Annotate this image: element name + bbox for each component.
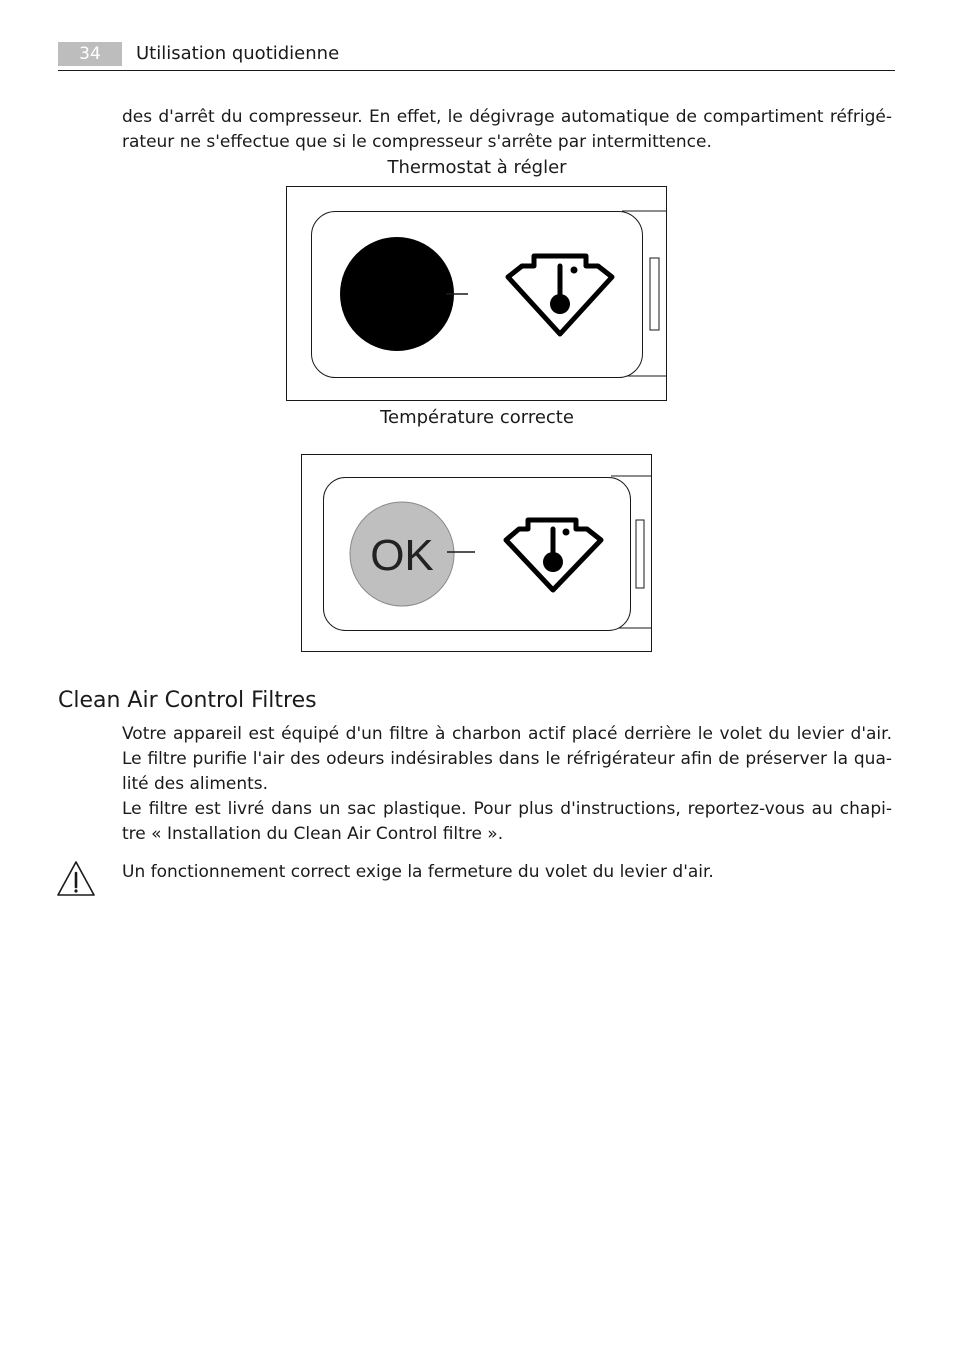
intro-line-1: des d'arrêt du compresseur. En effet, le dégivrage automatique de compartiment réfrigé-: [122, 107, 892, 127]
page-header: [58, 40, 895, 72]
correct-temperature-panel-figure: [301, 454, 653, 653]
running-section-title: Utilisation quotidienne: [136, 43, 340, 64]
filters-section-body: [122, 722, 892, 847]
indicator-dark-circle: [340, 237, 454, 351]
intro-paragraph: [122, 105, 892, 155]
thermostat-panel-figure: [286, 186, 668, 402]
warning-triangle-icon: [56, 860, 96, 898]
section-heading: Clean Air Control Filtres: [58, 688, 317, 713]
page-number: 34: [58, 42, 122, 66]
filters-paragraph-1: Votre appareil est équipé d'un filtre à charbon actif placé derrière le volet du levier d'air. Le filtre purifie l'air des odeurs indésirables dans le réfrigérateur afin de préserver la qua-lité des aliments.: [122, 724, 892, 794]
figure-caption-correct-temperature: Température correcte: [380, 407, 574, 428]
intro-line-2: rateur ne s'effectue que si le compresseur s'arrête par intermittence.: [122, 132, 712, 152]
indicator-ok-label: OK: [370, 531, 434, 580]
figure-caption-thermostat: Thermostat à régler: [387, 157, 567, 178]
header-rule: [58, 70, 895, 71]
filters-paragraph-2: Le filtre est livré dans un sac plastique. Pour plus d'instructions, reportez-vous au chapi-tre « Installation du Clean Air Control filtre ».: [122, 799, 892, 844]
warning-note: Un fonctionnement correct exige la fermeture du volet du levier d'air.: [122, 862, 714, 882]
